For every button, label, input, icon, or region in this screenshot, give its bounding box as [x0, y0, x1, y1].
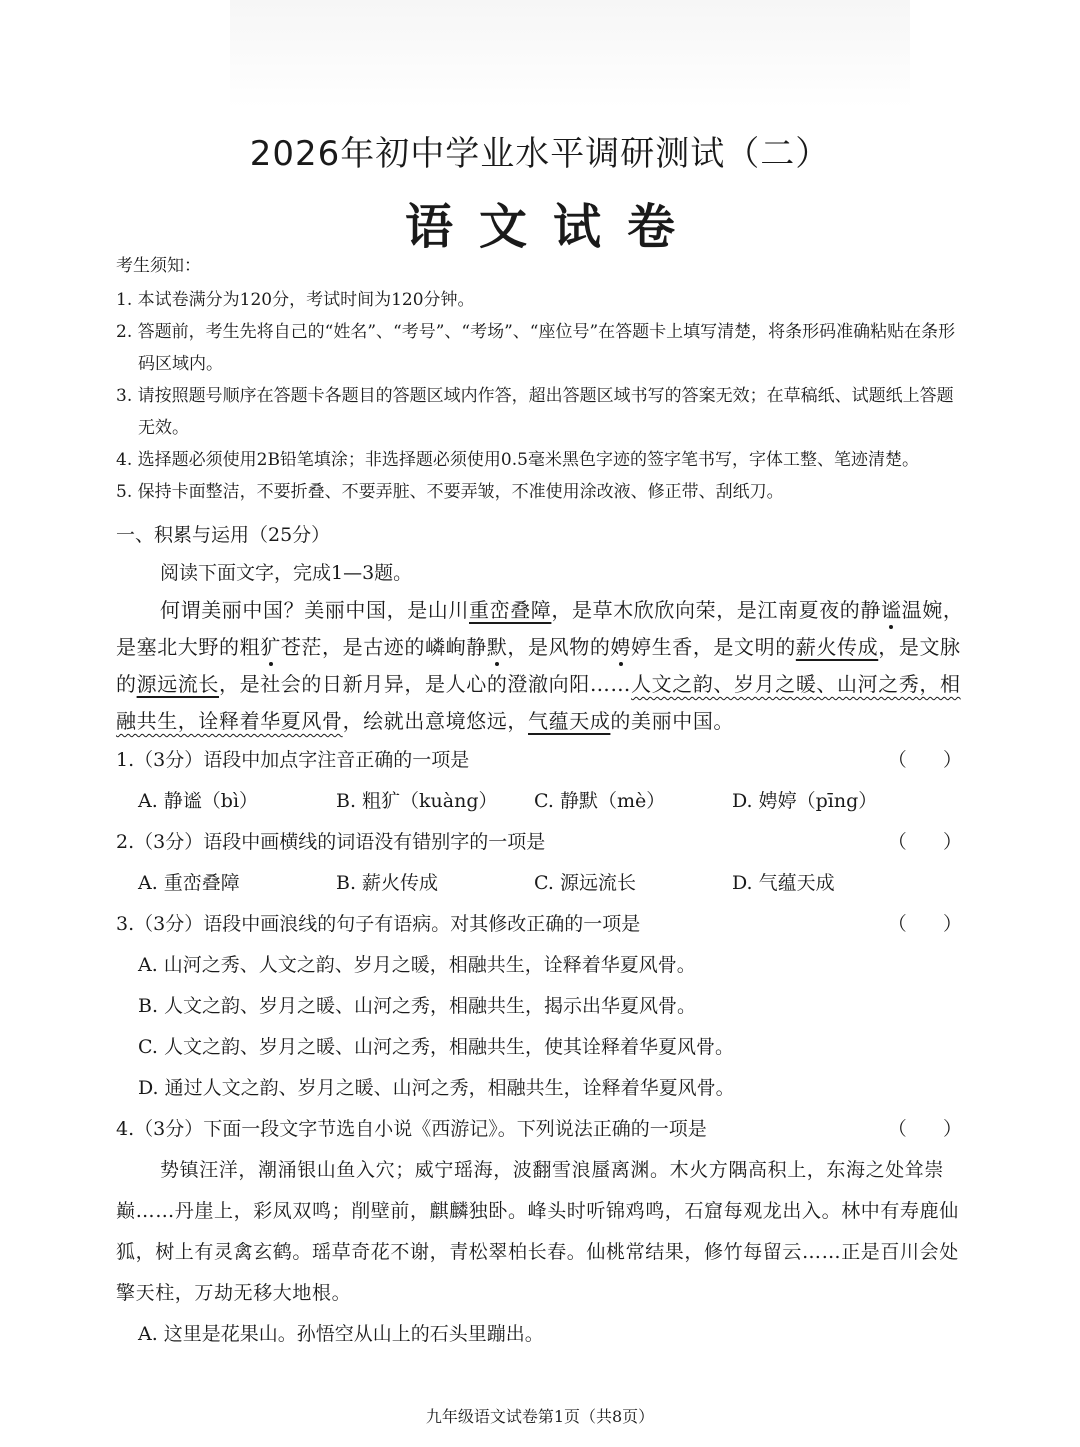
exam-content	[116, 252, 966, 1355]
answer-bracket: （ ）	[887, 831, 962, 853]
underlined-term: 薪火传成	[795, 635, 879, 659]
notice-item: 5. 保持卡面整洁，不要折叠、不要弄脏、不要弄皱，不准使用涂改液、修正带、刮纸刀。	[116, 482, 784, 502]
question-stem: 3.（3分）语段中画浪线的句子有语病。对其修改正确的一项是	[116, 913, 641, 935]
dotted-character: 犷	[260, 635, 281, 659]
underlined-term: 气蕴天成	[528, 709, 611, 733]
option-b: B. 薪火传成	[336, 872, 439, 894]
page-footer: 九年级语文试卷第1页（共8页）	[425, 1407, 655, 1426]
passage-text: 何谓美丽中国？美丽中国，是山川	[160, 598, 469, 622]
option-d: D. 气蕴天成	[732, 872, 835, 894]
notice-item: 2. 答题前，考生先将自己的“姓名”、“考号”、“考场”、“座位号”在答题卡上填写清楚，将条形码准确粘贴在条形码区域内。	[116, 322, 956, 374]
answer-bracket: （ ）	[887, 913, 962, 935]
question-2	[116, 822, 966, 863]
passage-text: 温婉，是塞北大野的粗	[116, 598, 964, 659]
option-a: A. 重峦叠障	[138, 872, 240, 894]
dotted-character: 谧	[881, 598, 902, 622]
notice-item: 3. 请按照题号顺序在答题卡各题目的答题区域内作答，超出答题区域书写的答案无效；在草稿纸、试题纸上答题无效。	[116, 386, 954, 438]
reading-instruction: 阅读下面文字，完成1—3题。	[160, 562, 413, 584]
passage-text: ，是社会的日新月异，是人心的澄澈向阳……	[219, 672, 632, 696]
option-d: D. 娉婷（pīng）	[732, 790, 878, 812]
passage-text: 的美丽中国。	[610, 709, 735, 733]
question-4	[116, 1109, 966, 1150]
underlined-term: 重峦叠障	[469, 598, 552, 622]
notice-item: 1. 本试卷满分为120分，考试时间为120分钟。	[116, 290, 475, 310]
option-a: A. 静谧（bì）	[138, 790, 259, 812]
question-stem: 2.（3分）语段中画横线的词语没有错别字的一项是	[116, 831, 546, 853]
question-2-options	[116, 863, 966, 904]
notice-item: 4. 选择题必须使用2B铅笔填涂；非选择题必须使用0.5毫米黑色字迹的签字笔书写，字体工整、笔迹清楚。	[116, 450, 919, 470]
underlined-term: 源远流长	[136, 672, 220, 696]
section-heading: 一、积累与运用（25分）	[116, 524, 331, 546]
passage-text: ，是草木欣欣向荣，是江南夏夜的静	[551, 598, 882, 622]
dotted-character: 娉	[610, 635, 632, 659]
notice-heading: 考生须知：	[116, 256, 201, 276]
passage-text: 婷生香，是文明的	[631, 635, 796, 659]
passage-text: 苍茫，是古迹的嶙峋静	[280, 635, 487, 659]
option-c: C. 静默（mè）	[534, 790, 666, 812]
exam-subject-title: 语文试卷	[404, 199, 701, 255]
passage-text: ，是风物的	[507, 635, 611, 659]
passage-text: ，是文脉的	[116, 635, 961, 696]
question-1-options	[116, 781, 966, 822]
answer-bracket: （ ）	[887, 749, 962, 771]
question-stem: 1.（3分）语段中加点字注音正确的一项是	[116, 749, 470, 771]
wavy-underlined-sentence: 人文之韵、岁月之暖、山河之秀，相融共生，诠释着华夏风骨	[116, 672, 961, 733]
reading-passage	[116, 592, 966, 740]
option-d: D. 通过人文之韵、岁月之暖、山河之秀，相融共生，诠释着华夏风骨。	[138, 1077, 735, 1099]
answer-bracket: （ ）	[887, 1118, 962, 1140]
notice-block	[116, 252, 966, 508]
question-stem: 4.（3分）下面一段文字节选自小说《西游记》。下列说法正确的一项是	[116, 1118, 707, 1140]
option-b: B. 人文之韵、岁月之暖、山河之秀，相融共生，揭示出华夏风骨。	[138, 995, 697, 1017]
dotted-character: 默	[486, 635, 508, 659]
exam-title: 2026年初中学业水平调研测试（二）	[249, 134, 831, 174]
option-c: C. 源远流长	[534, 872, 636, 894]
option-a: A. 这里是花果山。孙悟空从山上的石头里蹦出。	[138, 1323, 544, 1345]
scan-shadow	[230, 0, 910, 108]
option-a: A. 山河之秀、人文之韵、岁月之暖，相融共生，诠释着华夏风骨。	[138, 954, 696, 976]
option-c: C. 人文之韵、岁月之暖、山河之秀，相融共生，使其诠释着华夏风骨。	[138, 1036, 734, 1058]
passage-text: ，绘就出意境悠远，	[342, 709, 529, 733]
option-b: B. 粗犷（kuàng）	[336, 790, 498, 812]
question-3	[116, 904, 966, 945]
novel-excerpt: 势镇汪洋，潮涌银山鱼入穴；威宁瑶海，波翻雪浪蜃离渊。木火方隅高积上，东海之处耸崇巅……丹崖上，彩凤双鸣；削壁前，麒麟独卧。峰头时听锦鸡鸣，石窟每观龙出入。林中有寿鹿仙狐，树上有灵禽玄鹤。瑶草奇花不谢，青松翠柏长春。仙桃常结果，修竹每留云……正是百川会处擎天柱，万劫无移大地根。	[116, 1159, 959, 1304]
question-1	[116, 740, 966, 781]
